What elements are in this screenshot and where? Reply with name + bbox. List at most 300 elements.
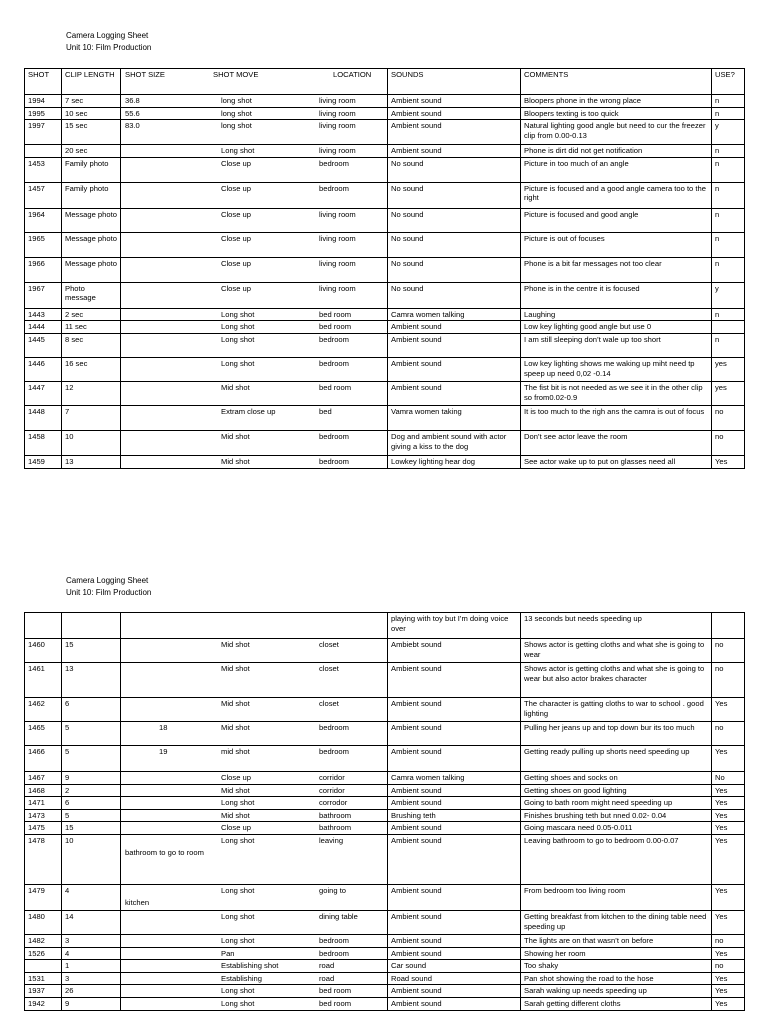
cell-use: y (712, 282, 745, 308)
cell-location: closet (319, 664, 339, 673)
cell-sounds: Ambient sound (388, 947, 521, 960)
table-row (25, 430, 745, 455)
cell-size-move-location (121, 884, 388, 910)
cell-location: living room (319, 258, 356, 268)
cell-size-move-location (121, 997, 388, 1010)
cell-shot-move: Mid shot (221, 382, 250, 392)
cell-shot-size: 36.8 (125, 96, 140, 105)
cell-sounds: Ambient sound (388, 95, 521, 108)
cell-comments: Bloopers phone in the wrong place (521, 95, 712, 108)
camera-log-table-1 (24, 68, 745, 469)
cell-clip-length: 7 (62, 405, 121, 430)
cell-sounds: No sound (388, 257, 521, 282)
cell-location: bed room (319, 998, 352, 1008)
table-row (25, 910, 745, 934)
header-shot-move: SHOT MOVE (213, 70, 259, 79)
cell-shot-number: 1461 (25, 663, 62, 698)
cell-sounds: Brushing teth (388, 809, 521, 822)
cell-size-move-location (121, 972, 388, 985)
cell-location: bed (319, 406, 332, 416)
page2-unit: Unit 10: Film Production (66, 588, 152, 597)
cell-comments: From bedroom too living room (521, 884, 712, 910)
cell-use: n (712, 95, 745, 108)
cell-sounds: Ambient sound (388, 333, 521, 357)
cell-sounds: Ambient sound (388, 722, 521, 746)
table-row (25, 985, 745, 998)
cell-use: no (712, 405, 745, 430)
cell-shot-move: Mid shot (221, 431, 250, 441)
page2-title: Camera Logging Sheet (66, 576, 149, 585)
cell-shot-number (25, 613, 62, 639)
cell-location: bed room (319, 322, 352, 332)
cell-sounds: Ambient sound (388, 997, 521, 1010)
cell-sounds: Ambient sound (388, 698, 521, 722)
cell-size-move-location (121, 698, 388, 722)
cell-use: Yes (712, 972, 745, 985)
cell-clip-length: 4 (62, 947, 121, 960)
cell-use: Yes (712, 884, 745, 910)
cell-clip-length: Message photo (62, 208, 121, 232)
cell-clip-length: 4 (62, 884, 121, 910)
table-row (25, 947, 745, 960)
cell-shot-move: long shot (221, 96, 252, 105)
cell-clip-length: 12 (62, 381, 121, 405)
cell-shot-move: Extram close up (221, 406, 276, 416)
cell-clip-length: 9 (62, 997, 121, 1010)
table-row (25, 182, 745, 208)
cell-shot-move: Mid shot (221, 723, 250, 732)
table-row (25, 997, 745, 1010)
cell-sounds: No sound (388, 182, 521, 208)
cell-comments: Going to bath room might need speeding up (521, 797, 712, 810)
cell-shot-number: 1995 (25, 107, 62, 120)
cell-shot-move: Long shot (221, 798, 255, 808)
cell-size-move-location (121, 145, 388, 158)
header-location: LOCATION (333, 70, 372, 79)
cell-use: Yes (712, 797, 745, 810)
cell-size-move-location (121, 182, 388, 208)
cell-size-move-location (121, 613, 388, 639)
cell-comments: It is too much to the righ ans the camra is out of focus (521, 405, 712, 430)
cell-shot-move: Mid shot (221, 664, 250, 673)
cell-comments: I am still sleeping don’t wale up too short (521, 333, 712, 357)
cell-shot-number: 1460 (25, 639, 62, 663)
cell-use: n (712, 208, 745, 232)
cell-location: leaving (319, 835, 344, 845)
cell-comments: Going mascara need 0.05-0.011 (521, 822, 712, 835)
cell-comments: The fist bit is not needed as we see it in the other clip so from0.02-0.9 (521, 381, 712, 405)
cell-use: No (712, 772, 745, 785)
cell-clip-length: 8 sec (62, 333, 121, 357)
table-row (25, 405, 745, 430)
cell-sounds: Ambiebt sound (388, 639, 521, 663)
cell-size-move-location (121, 308, 388, 321)
cell-size-move-location (121, 784, 388, 797)
cell-use: Yes (712, 455, 745, 468)
cell-use: no (712, 934, 745, 947)
table-row (25, 157, 745, 182)
cell-shot-number: 1445 (25, 333, 62, 357)
cell-size-move-location (121, 381, 388, 405)
cell-comments: Don’t see actor leave the room (521, 430, 712, 455)
cell-use: n (712, 333, 745, 357)
cell-use (712, 613, 745, 639)
cell-sounds: Road sound (388, 972, 521, 985)
cell-comments: Phone is in the centre it is focused (521, 282, 712, 308)
cell-shot-move: Close up (221, 773, 251, 782)
cell-comments: 13 seconds but needs speeding up (521, 613, 712, 639)
cell-shot-move: Close up (221, 258, 251, 268)
table-row (25, 95, 745, 108)
cell-comments: Sarah getting different cloths (521, 997, 712, 1010)
cell-sounds: No sound (388, 157, 521, 182)
cell-shot-number: 1937 (25, 985, 62, 998)
cell-location: corrodor (319, 798, 348, 808)
cell-clip-length: 5 (62, 809, 121, 822)
cell-sounds: Ambient sound (388, 884, 521, 910)
cell-use: n (712, 157, 745, 182)
cell-location: corridor (319, 773, 345, 782)
cell-sounds: Dog and ambient sound with actor giving a kiss to the dog (388, 430, 521, 455)
cell-location: living room (319, 96, 356, 105)
cell-clip-length: Message photo (62, 232, 121, 257)
cell-sounds: Ambient sound (388, 120, 521, 145)
table-row (25, 282, 745, 308)
cell-shot-number: 1967 (25, 282, 62, 308)
cell-shot-move: Close up (221, 209, 251, 219)
cell-comments: Getting ready pulling up shorts need speeding up (521, 746, 712, 772)
cell-clip-length: 26 (62, 985, 121, 998)
cell-comments: Phone is a bit far messages not too clear (521, 257, 712, 282)
cell-use: no (712, 663, 745, 698)
cell-size-move-location (121, 639, 388, 663)
cell-size-move-location (121, 208, 388, 232)
cell-size-move-location (121, 282, 388, 308)
table-row (25, 357, 745, 381)
cell-sounds: Ambient sound (388, 145, 521, 158)
cell-sounds: playing with toy but I’m doing voice over (388, 613, 521, 639)
cell-size-move-location (121, 985, 388, 998)
cell-shot-number: 1965 (25, 232, 62, 257)
cell-use: Yes (712, 746, 745, 772)
table-row (25, 257, 745, 282)
cell-shot-number: 1994 (25, 95, 62, 108)
cell-shot-move: Long shot (221, 885, 255, 895)
cell-size-move-location (121, 107, 388, 120)
cell-shot-move: Long shot (221, 911, 255, 921)
header-clip-length: CLIP LENGTH (62, 69, 121, 95)
cell-comments: Sarah waking up needs speeding up (521, 985, 712, 998)
header-shot-size: SHOT SIZE (125, 70, 165, 79)
cell-shot-number: 1526 (25, 947, 62, 960)
table-row (25, 772, 745, 785)
cell-sounds: No sound (388, 208, 521, 232)
cell-shot-move: Establishing (221, 973, 262, 983)
cell-shot-move: Long shot (221, 334, 255, 344)
table-row (25, 784, 745, 797)
camera-log-table-2 (24, 612, 745, 1011)
cell-use: Yes (712, 822, 745, 835)
table-row (25, 381, 745, 405)
table-row (25, 834, 745, 884)
cell-location: bedroom (319, 747, 349, 756)
cell-size-move-location (121, 257, 388, 282)
cell-clip-length: 11 sec (62, 321, 121, 334)
cell-comments: Too shaky (521, 960, 712, 973)
cell-comments: Laughing (521, 308, 712, 321)
cell-shot-move: Pan (221, 948, 235, 958)
cell-clip-length: Family photo (62, 182, 121, 208)
cell-shot-move: Long shot (221, 986, 255, 996)
cell-shot-move: Long shot (221, 146, 255, 156)
cell-sounds: Vamra women taking (388, 405, 521, 430)
cell-use: Yes (712, 784, 745, 797)
cell-shot-move: long shot (221, 121, 252, 131)
cell-sounds: Car sound (388, 960, 521, 973)
cell-shot-number: 1467 (25, 772, 62, 785)
header-sounds: SOUNDS (388, 69, 521, 95)
cell-sounds: Camra women talking (388, 772, 521, 785)
cell-clip-length: 7 sec (62, 95, 121, 108)
cell-clip-length: 15 (62, 822, 121, 835)
header-comments: COMMENTS (521, 69, 712, 95)
table-row (25, 698, 745, 722)
cell-sounds: Ambient sound (388, 746, 521, 772)
cell-comments: Pulling her jeans up and top down bur its too much (521, 722, 712, 746)
cell-shot-number: 1942 (25, 997, 62, 1010)
cell-shot-move: Mid shot (221, 785, 250, 795)
table-row (25, 797, 745, 810)
cell-clip-length: Photo message (62, 282, 121, 308)
page1-header (66, 30, 151, 54)
cell-sounds: Ambient sound (388, 357, 521, 381)
cell-location: bathroom (319, 823, 352, 833)
cell-shot-move: Mid shot (221, 456, 250, 466)
cell-shot-number: 1462 (25, 698, 62, 722)
cell-clip-length: 16 sec (62, 357, 121, 381)
cell-shot-move: Close up (221, 158, 251, 168)
cell-location: living room (319, 108, 356, 118)
cell-shot-number: 1468 (25, 784, 62, 797)
header-use: USE? (712, 69, 745, 95)
cell-shot-move: long shot (221, 108, 252, 118)
cell-clip-length: 6 (62, 797, 121, 810)
cell-clip-length: 2 sec (62, 308, 121, 321)
cell-shot-move: Mid shot (221, 699, 250, 708)
cell-sounds: Lowkey lighting hear dog (388, 455, 521, 468)
cell-shot-number: 1480 (25, 910, 62, 934)
cell-clip-length: 20 sec (62, 145, 121, 158)
cell-use: no (712, 960, 745, 973)
cell-use: n (712, 107, 745, 120)
cell-use: n (712, 308, 745, 321)
cell-sounds: Ambient sound (388, 381, 521, 405)
cell-comments: Bloopers texting is too quick (521, 107, 712, 120)
cell-sounds: No sound (388, 282, 521, 308)
cell-comments: Shows actor is getting cloths and what she is going to wear but also actor brakes character (521, 663, 712, 698)
cell-shot-move: Long shot (221, 998, 255, 1008)
cell-size-move-location (121, 797, 388, 810)
cell-use: n (712, 232, 745, 257)
cell-shot-move: mid shot (221, 747, 250, 756)
cell-clip-length: 3 (62, 934, 121, 947)
cell-comments: See actor wake up to put on glasses need all (521, 455, 712, 468)
cell-location: bed room (319, 986, 352, 996)
cell-sounds: Ambient sound (388, 663, 521, 698)
cell-comments: Getting shoes and socks on (521, 772, 712, 785)
header-size-move-location (121, 69, 388, 95)
cell-use: Yes (712, 834, 745, 884)
cell-use: no (712, 430, 745, 455)
cell-clip-length (62, 613, 121, 639)
cell-shot-move: Establishing shot (221, 961, 279, 971)
cell-clip-length: 5 (62, 722, 121, 746)
table-header-row (25, 69, 745, 95)
cell-location: closet (319, 640, 339, 649)
table-row (25, 107, 745, 120)
cell-shot-number: 1478 (25, 834, 62, 884)
cell-size-move-location (121, 722, 388, 746)
cell-size-move-location (121, 663, 388, 698)
cell-shot-move: Long shot (221, 322, 255, 332)
table-row (25, 960, 745, 973)
cell-location: road (319, 973, 335, 983)
cell-clip-length: 5 (62, 746, 121, 772)
cell-comments: Picture is focused and good angle (521, 208, 712, 232)
cell-shot-number: 1479 (25, 884, 62, 910)
cell-location: bedroom (319, 723, 349, 732)
cell-shot-number: 1473 (25, 809, 62, 822)
cell-shot-number: 1966 (25, 257, 62, 282)
cell-location: bedroom (319, 158, 349, 168)
cell-shot-move: Close up (221, 233, 251, 243)
cell-comments: Showing her room (521, 947, 712, 960)
cell-comments: Getting shoes on good lighting (521, 784, 712, 797)
cell-use: yes (712, 357, 745, 381)
cell-clip-length: 3 (62, 972, 121, 985)
cell-shot-number: 1447 (25, 381, 62, 405)
cell-size-move-location (121, 95, 388, 108)
cell-use: n (712, 182, 745, 208)
cell-clip-length: 15 sec (62, 120, 121, 145)
table-row (25, 308, 745, 321)
cell-location: living room (319, 121, 356, 131)
page1-title: Camera Logging Sheet (66, 31, 149, 40)
cell-sounds: Ambient sound (388, 834, 521, 884)
cell-shot-move: Close up (221, 283, 251, 293)
cell-shot-move: Long shot (221, 358, 255, 368)
cell-size-move-location (121, 333, 388, 357)
cell-clip-length: 14 (62, 910, 121, 934)
cell-location: closet (319, 699, 339, 708)
cell-location: bedroom (319, 183, 349, 193)
cell-clip-length: 6 (62, 698, 121, 722)
cell-size-move-location (121, 430, 388, 455)
cell-size-move-location (121, 120, 388, 145)
cell-use: y (712, 120, 745, 145)
cell-sounds: Ambient sound (388, 910, 521, 934)
cell-location: corridor (319, 785, 345, 795)
cell-use: no (712, 639, 745, 663)
cell-sounds: Camra women talking (388, 308, 521, 321)
cell-shot-number: 1457 (25, 182, 62, 208)
cell-location: bedroom (319, 456, 349, 466)
cell-location: living room (319, 209, 356, 219)
cell-comments: Low key lighting good angle but use 0 (521, 321, 712, 334)
cell-comments: Natural lighting good angle but need to cur the freezer clip from 0.00-0.13 (521, 120, 712, 145)
cell-clip-length: 2 (62, 784, 121, 797)
cell-shot-number: 1443 (25, 308, 62, 321)
cell-location-continued: kitchen (125, 897, 150, 907)
cell-comments: Phone is dirt did not get notification (521, 145, 712, 158)
cell-comments: The character is gatting cloths to war to school . good lighting (521, 698, 712, 722)
cell-shot-move: Long shot (221, 935, 255, 945)
cell-use (712, 321, 745, 334)
cell-sounds: Ambient sound (388, 321, 521, 334)
cell-use: Yes (712, 997, 745, 1010)
cell-use: yes (712, 381, 745, 405)
cell-shot-number: 1466 (25, 746, 62, 772)
cell-clip-length: 15 (62, 639, 121, 663)
cell-shot-move: Close up (221, 823, 251, 833)
cell-shot-size: 83.0 (125, 121, 140, 131)
cell-shot-number: 1444 (25, 321, 62, 334)
cell-use: no (712, 722, 745, 746)
cell-sounds: Ambient sound (388, 822, 521, 835)
cell-shot-number: 1448 (25, 405, 62, 430)
cell-size-move-location (121, 772, 388, 785)
cell-shot-number: 1465 (25, 722, 62, 746)
cell-size-move-location (121, 910, 388, 934)
cell-sounds: Ambient sound (388, 797, 521, 810)
page1-unit: Unit 10: Film Production (66, 43, 152, 52)
cell-shot-number: 1475 (25, 822, 62, 835)
cell-location: living room (319, 233, 356, 243)
table-row (25, 321, 745, 334)
cell-shot-size: 18 (159, 723, 168, 732)
cell-use: Yes (712, 947, 745, 960)
cell-location: road (319, 961, 335, 971)
cell-size-move-location (121, 405, 388, 430)
cell-size-move-location (121, 157, 388, 182)
table-row (25, 613, 745, 639)
cell-location: bed room (319, 382, 352, 392)
cell-clip-length: 9 (62, 772, 121, 785)
cell-shot-move: Mid shot (221, 810, 250, 820)
table-row (25, 145, 745, 158)
cell-size-move-location (121, 934, 388, 947)
cell-use: Yes (712, 698, 745, 722)
cell-size-move-location (121, 232, 388, 257)
cell-shot-move: Mid shot (221, 640, 250, 649)
cell-comments: Low key lighting shows me waking up miht need tp speep up need 0,02 -0.14 (521, 357, 712, 381)
cell-size-move-location (121, 321, 388, 334)
cell-shot-move: Long shot (221, 309, 255, 319)
header-shot: SHOT (25, 69, 62, 95)
table-row (25, 809, 745, 822)
cell-comments: The lights are on that wasn’t on before (521, 934, 712, 947)
page2-header (66, 575, 151, 599)
cell-clip-length: 1 (62, 960, 121, 973)
cell-sounds: Ambient sound (388, 934, 521, 947)
cell-comments: Picture in too much of an angle (521, 157, 712, 182)
table-row (25, 333, 745, 357)
cell-shot-number (25, 960, 62, 973)
cell-shot-number: 1458 (25, 430, 62, 455)
table-row (25, 934, 745, 947)
cell-size-move-location (121, 357, 388, 381)
cell-use: n (712, 145, 745, 158)
